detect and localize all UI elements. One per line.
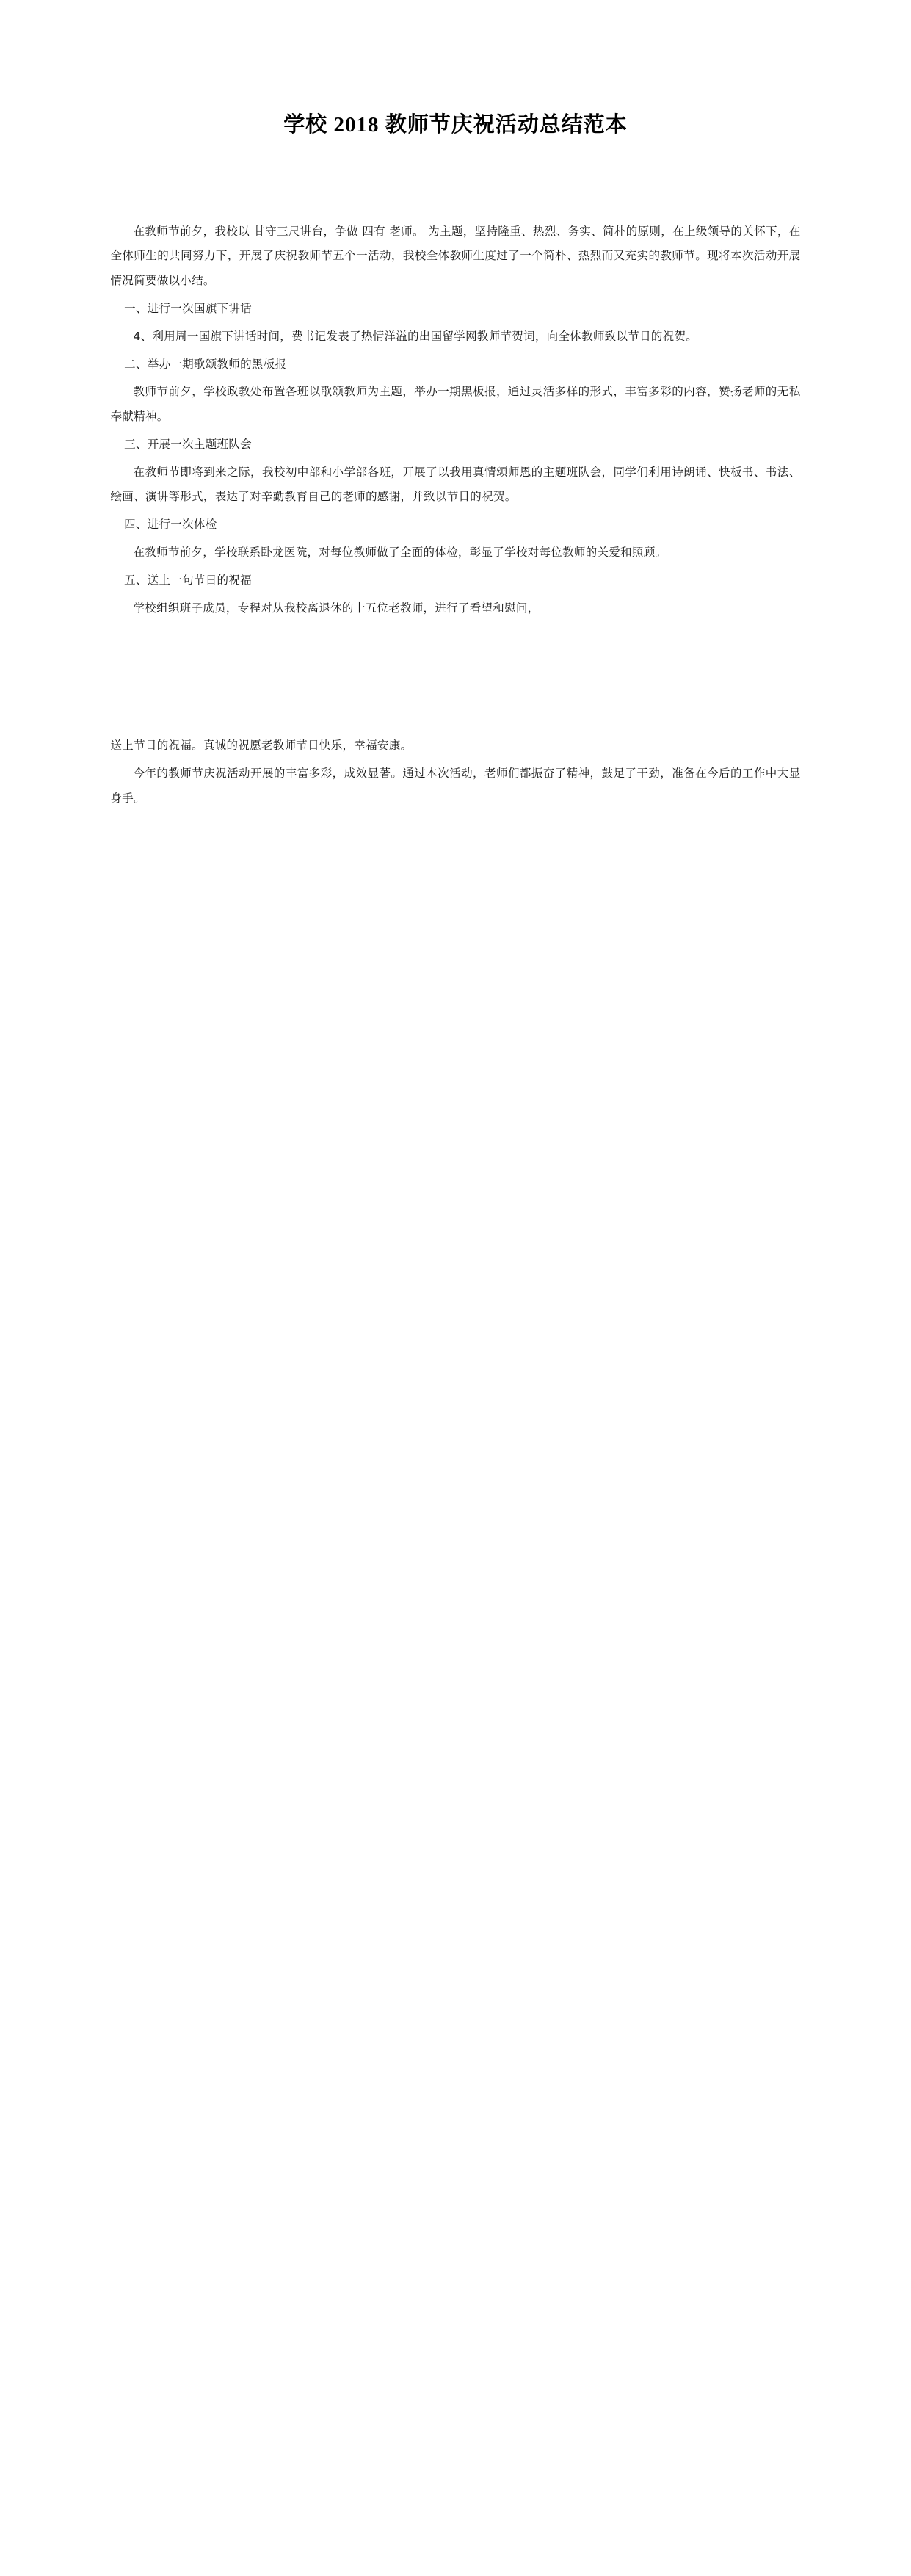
paragraph-section-3-body: 在教师节即将到来之际，我校初中部和小学部各班，开展了以我用真情颂师恩的主题班队会，同学们利用诗朗诵、快板书、书法、绘画、演讲等形式，表达了对辛勤教育自己的老师的感谢，并致以节日的祝贺。 <box>110 465 801 504</box>
title-spacer <box>111 140 801 220</box>
paragraph-section-4-heading: 四、进行一次体检 <box>124 518 217 532</box>
paragraph-section-4-body: 在教师节前夕，学校联系卧龙医院，对每位教师做了全面的体检，彰显了学校对每位教师的关爱和照顾。 <box>133 545 667 559</box>
page-break-spacer <box>111 623 801 734</box>
paragraph-section-1-heading: 一、进行一次国旗下讲话 <box>124 301 252 315</box>
paragraph-tail-2: 今年的教师节庆祝活动开展的丰富多彩，成效显著。通过本次活动，老师们都振奋了精神，鼓足了干劲，准备在今后的工作中大显身手。 <box>110 767 801 805</box>
paragraph-section-5-heading: 五、送上一句节日的祝福 <box>124 573 252 587</box>
paragraph-section-3-heading: 三、开展一次主题班队会 <box>124 437 252 451</box>
paragraph-section-2-heading: 二、举办一期歌颂教师的黑板报 <box>124 357 287 371</box>
document-body <box>111 0 801 811</box>
paragraph-intro: 在教师节前夕，我校以 甘守三尺讲台，争做 四有 老师。 为主题，坚持隆重、热烈、务实、简朴的原则，在上级领导的关怀下，在全体师生的共同努力下，开展了庆祝教师节五个一活动，我校全体教师生度过了一个简朴、热烈而又充实的教师节。现将本次活动开展情况简要做以小结。 <box>110 224 801 288</box>
paragraph-section-1-body: 4、利用周一国旗下讲话时间，费书记发表了热情洋溢的出国留学网教师节贺词，向全体教师致以节日的祝贺。 <box>133 329 698 343</box>
paragraph-tail-1: 送上节日的祝福。真诚的祝愿老教师节日快乐，幸福安康。 <box>110 739 413 753</box>
paragraph-section-5-body: 学校组织班子成员，专程对从我校离退休的十五位老教师，进行了看望和慰问， <box>133 601 540 615</box>
page-title: 学校 2018 教师节庆祝活动总结范本 <box>283 113 628 137</box>
paragraph-section-2-body: 教师节前夕，学校政教处布置各班以歌颂教师为主题，举办一期黑板报，通过灵活多样的形式，丰富多彩的内容，赞扬老师的无私奉献精神。 <box>110 385 801 424</box>
